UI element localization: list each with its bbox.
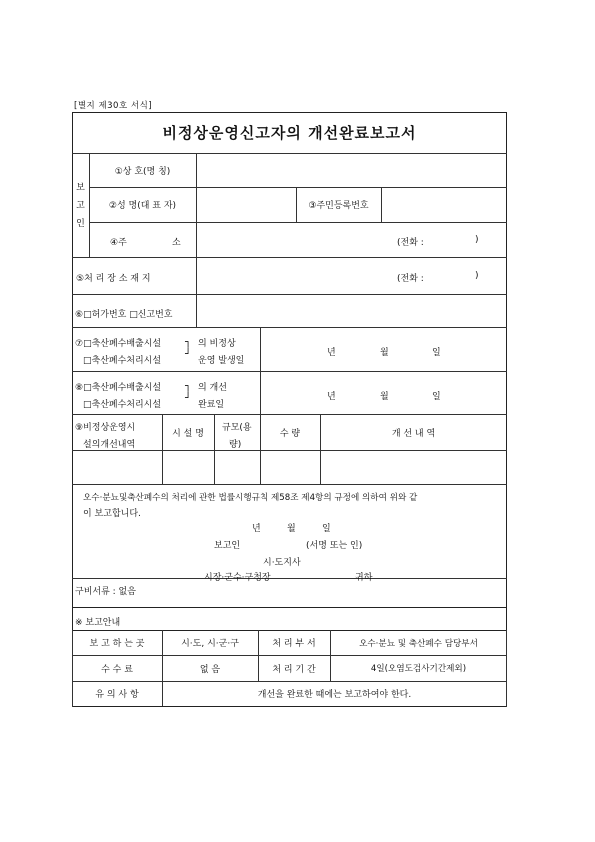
abnormal-suffix-1: 의 비정상: [198, 339, 236, 349]
abnormal-treatment-facility-checkbox[interactable]: □축산폐수처리시설: [83, 356, 162, 366]
permit-number-field[interactable]: [197, 295, 506, 326]
facility-location-label: ⑤처 리 장 소 재 지: [76, 274, 151, 284]
honorific: 귀하: [355, 573, 373, 583]
signature-note[interactable]: (서명 또는 인): [306, 541, 363, 551]
abnormal-date-day: 일: [432, 348, 441, 358]
department-label: 처 리 부 서: [272, 639, 316, 649]
fee-value: 없 음: [199, 664, 221, 675]
statement-text-line2: 이 보고합니다.: [83, 509, 141, 519]
representative-name-label: ②성 명(대 표 자): [108, 201, 177, 211]
company-name-field[interactable]: [197, 154, 506, 186]
company-name-label: ①상 호(명 칭): [114, 166, 171, 177]
facility-phone-close: ): [475, 271, 479, 281]
report-to-label: 보 고 하 는 곳: [89, 639, 145, 649]
abnormal-date-year: 년: [327, 348, 336, 358]
notes-value: 개선을 완료한 때에는 보고하여야 한다.: [257, 690, 412, 700]
department-value: 오수·분뇨 및 축산폐수 담당부서: [359, 638, 478, 649]
improvement-label-1: ⑨비정상운영시: [75, 423, 136, 433]
facility-phone-label: (전화 :: [397, 274, 424, 284]
bracket-top: ┐: [185, 381, 192, 392]
column-quantity: 수 량: [279, 428, 301, 439]
completion-discharge-facility-checkbox[interactable]: ⑧□축산폐수배출시설: [75, 383, 162, 393]
completion-date-month: 월: [380, 392, 389, 402]
resident-number-field[interactable]: [382, 188, 506, 221]
quantity-cell[interactable]: [261, 451, 319, 483]
completion-suffix-2: 완료일: [198, 400, 225, 410]
completion-date-year: 년: [327, 392, 336, 402]
bracket-bottom: ┘: [185, 349, 192, 360]
improvement-row-label-cell[interactable]: [73, 451, 161, 483]
facility-location-field[interactable]: [197, 258, 392, 293]
attachments-label: 구비서류 : 없음: [75, 587, 136, 597]
guide-heading-row: [72, 608, 507, 631]
statement-date-day: 일: [322, 524, 331, 534]
statement-date-year: 년: [252, 524, 261, 534]
reporter-signature-label: 보고인: [214, 541, 241, 551]
completion-date-day: 일: [432, 392, 441, 402]
notes-label: 유 의 사 항: [95, 690, 139, 700]
completion-suffix-1: 의 개선: [198, 383, 227, 393]
resident-number-label: ③주민등록번호: [308, 201, 369, 211]
address-phone-label: (전화 :: [397, 238, 424, 248]
address-label-2: 소: [172, 238, 181, 248]
bracket-top: ┐: [185, 337, 192, 348]
representative-name-field[interactable]: [197, 188, 295, 221]
column-scale-1: 규모(용: [222, 423, 252, 433]
statement-date-month: 월: [287, 524, 296, 534]
fee-label: 수 수 료: [101, 664, 133, 675]
scale-cell[interactable]: [215, 451, 259, 483]
form-number: [별지 제30호 서식]: [74, 101, 153, 111]
address-phone-close: ): [475, 235, 479, 245]
report-to-value: 시·도, 시·군·구: [181, 639, 239, 649]
statement-text-line1: 오수·분뇨및축산폐수의 처리에 관한 법률시행규칙 제58조 제4항의 규정에 의하여 위와 같: [83, 493, 418, 503]
abnormal-discharge-facility-checkbox[interactable]: ⑦□축산폐수배출시설: [75, 339, 162, 349]
facility-name-cell[interactable]: [163, 451, 213, 483]
recipient-governor: 시·도지사: [263, 558, 301, 568]
abnormal-date-month: 월: [380, 348, 389, 358]
bracket-bottom: ┘: [185, 393, 192, 404]
abnormal-suffix-2: 운영 발생일: [198, 356, 245, 366]
guide-heading: ※ 보고안내: [75, 618, 121, 628]
recipient-mayor: 시장·군수·구청장: [204, 573, 271, 583]
address-field[interactable]: [197, 223, 392, 256]
column-scale-2: 량): [229, 440, 242, 450]
column-facility-name: 시 설 명: [172, 428, 204, 439]
improvement-label-2: 설의개선내역: [83, 440, 136, 450]
processing-period-value: 4일(오염도검사기간제외): [370, 664, 467, 674]
completion-treatment-facility-checkbox[interactable]: □축산폐수처리시설: [83, 400, 162, 410]
column-improvement-details: 개 선 내 역: [391, 428, 436, 439]
address-label-1: ④주: [110, 238, 127, 248]
form-title: 비정상운영신고자의 개선완료보고서: [162, 124, 417, 142]
reporter-group-label: 보 고 인: [76, 182, 85, 229]
processing-period-label: 처 리 기 간: [272, 664, 316, 675]
improvement-details-cell[interactable]: [321, 451, 506, 483]
permit-number-label: ⑥□허가번호 □신고번호: [75, 310, 173, 320]
